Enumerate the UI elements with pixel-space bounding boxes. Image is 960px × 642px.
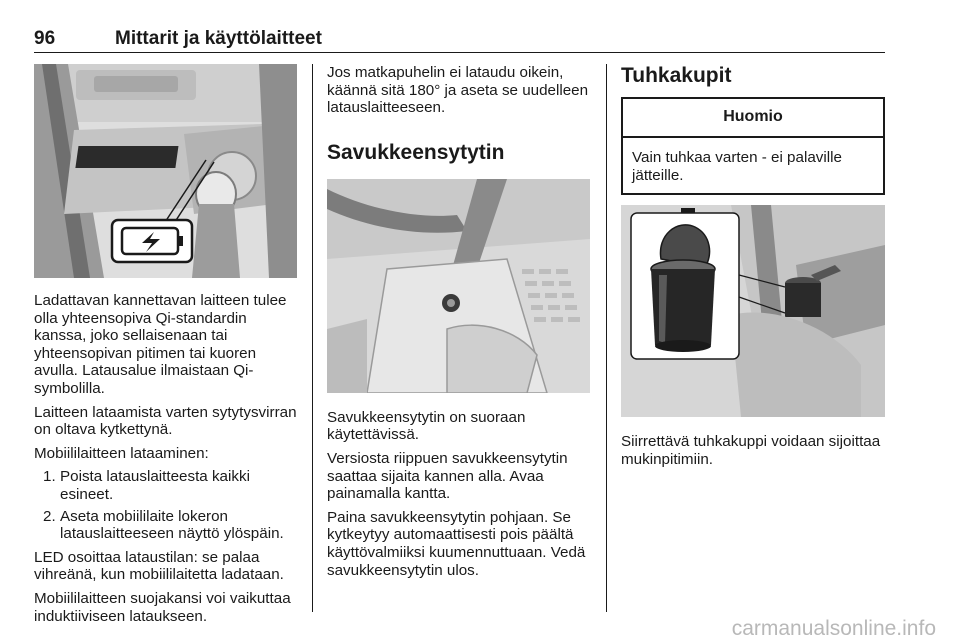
step-number: 2. bbox=[43, 507, 56, 525]
paragraph: Ladattavan kannettavan laitteen tulee olla yhteensopiva Qi-standardin kanssa, joko sellaisenaan tai yhteensopivan pitimen tai kuoren avulla. Latausalue ilmaistaan Qi-symbolilla. bbox=[34, 292, 287, 397]
column-divider bbox=[312, 64, 313, 612]
column-middle bbox=[327, 64, 590, 585]
step-text: Aseta mobiililaite lokeron latauslaitteeseen näyttö ylöspäin. bbox=[60, 507, 284, 543]
watermark: carmanualsonline.info bbox=[731, 617, 936, 640]
column-left bbox=[34, 64, 297, 631]
wireless-charger-illustration bbox=[34, 64, 297, 278]
list-item bbox=[34, 508, 297, 543]
paragraph: Laitteen lataamista varten sytytysvirran on oltava kytkettynä. bbox=[34, 403, 297, 439]
step-number: 1. bbox=[43, 468, 56, 486]
chapter-title: Mittarit ja käyttölaitteet bbox=[115, 28, 322, 49]
paragraph: Versiosta riippuen savukkeensytytin saattaa sijaita kannen alla. Avaa painamalla kantta. bbox=[327, 449, 568, 503]
ashtray-illustration bbox=[621, 205, 885, 417]
paragraph: LED osoittaa lataustilan: se palaa vihreänä, kun mobiililaitetta ladataan. bbox=[34, 548, 284, 584]
notice-box bbox=[621, 97, 885, 195]
notice-text: Vain tuhkaa varten - ei palaville jätteille. bbox=[632, 149, 842, 184]
paragraph: Savukkeensytytin on suoraan käytettävissä. bbox=[327, 408, 526, 444]
paragraph: Mobiililaitteen lataaminen: bbox=[34, 444, 209, 462]
steps-list bbox=[34, 468, 297, 542]
paragraph: Siirrettävä tuhkakuppi voidaan sijoittaa mukinpitimiin. bbox=[621, 433, 881, 468]
page-number: 96 bbox=[34, 28, 56, 49]
paragraph: Paina savukkeensytytin pohjaan. Se kytkeytyy automaattisesti pois päältä käyttövalmiiksi kuumennuttuaan. Vedä savukkeensytytin ulos. bbox=[327, 508, 586, 579]
section-heading: Tuhkakupit bbox=[621, 64, 732, 87]
column-right bbox=[621, 64, 885, 474]
column-divider bbox=[606, 64, 607, 612]
page-header bbox=[34, 26, 885, 53]
cigarette-lighter-illustration bbox=[327, 179, 590, 393]
section-heading: Savukkeensytytin bbox=[327, 140, 505, 164]
paragraph: Jos matkapuhelin ei lataudu oikein, käännä sitä 180° ja aseta se uudelleen latauslaitteeseen. bbox=[327, 64, 589, 117]
list-item bbox=[34, 468, 297, 503]
step-text: Poista latauslaitteesta kaikki esineet. bbox=[60, 468, 250, 503]
paragraph: Mobiililaitteen suojakansi voi vaikuttaa induktiiviseen lataukseen. bbox=[34, 589, 291, 625]
notice-title: Huomio bbox=[623, 99, 883, 138]
